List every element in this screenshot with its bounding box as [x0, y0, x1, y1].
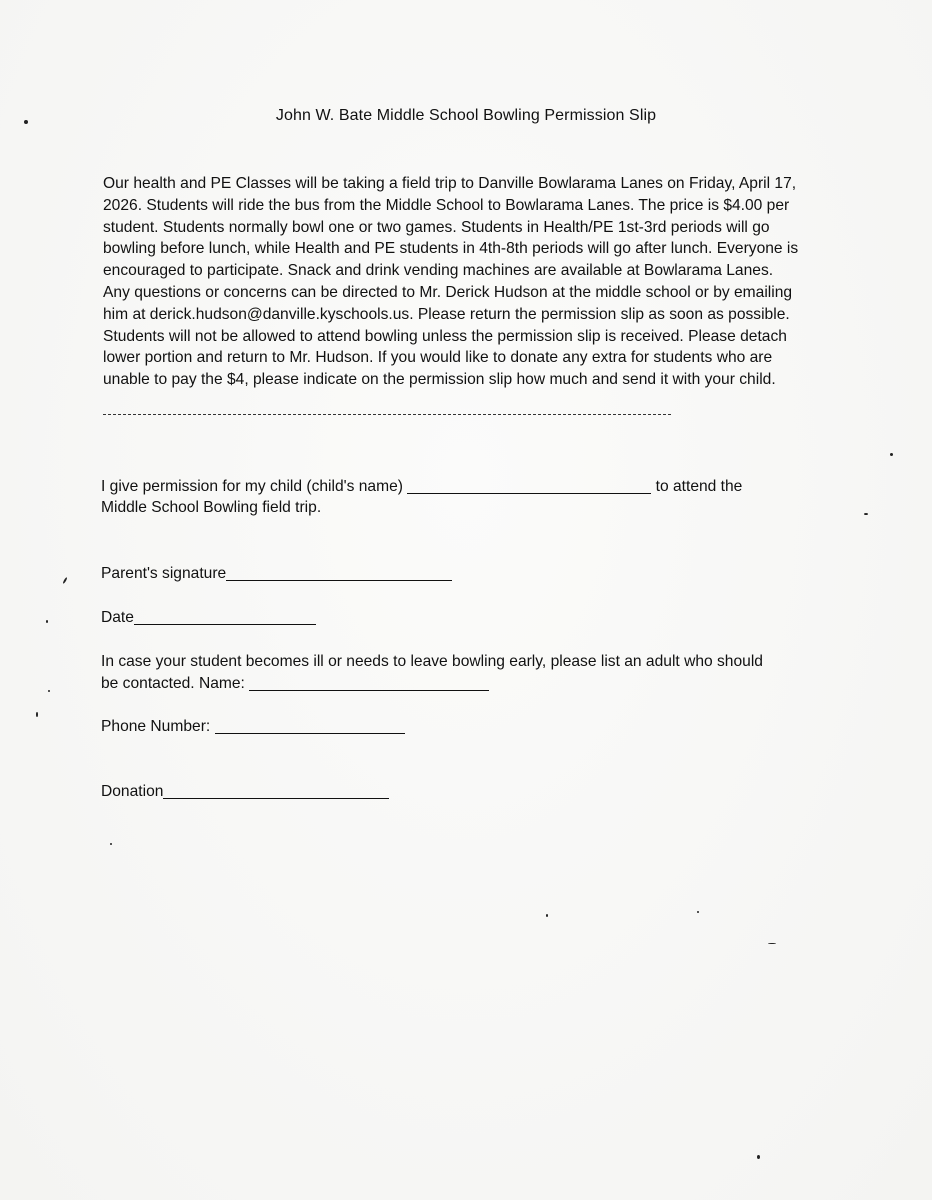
scan-speck — [110, 843, 112, 845]
scan-speck — [768, 943, 776, 944]
signature-row — [101, 563, 452, 585]
scan-speck — [46, 620, 48, 623]
permission-line-2: Middle School Bowling field trip. — [101, 499, 322, 516]
date-field[interactable] — [134, 609, 316, 625]
detach-line — [103, 414, 671, 415]
scan-speck — [697, 911, 699, 913]
donation-label: Donation — [101, 783, 164, 800]
phone-row — [101, 716, 405, 738]
scan-speck — [24, 120, 28, 124]
phone-field[interactable] — [215, 718, 405, 734]
scan-speck — [757, 1155, 760, 1159]
scan-speck — [48, 690, 50, 692]
intro-paragraph: Our health and PE Classes will be taking a field trip to Danville Bowlarama Lanes on Friday, April 17, 2026. Students will ride the bus from the Middle School to Bowlarama Lanes. The price is $4.00 per student. Students normally bowl one or two games. Students in Health/PE 1st-3rd periods will go bowling before lunch, while Health and PE students in 4th-8th periods will go after lunch. Everyone is encouraged to participate. Snack and drink vending machines are available at Bowlarama Lanes. Any questions or concerns can be directed to Mr. Derick Hudson at the middle school or by emailing him at derick.hudson@danville.kyschools.us. Please return the permission slip as soon as possible. Students will not be allowed to attend bowling unless the permission slip is received. Please detach lower portion and return to Mr. Hudson. If you would like to donate any extra for students who are unable to pay the $4, please indicate on the permission slip how much and send it with your child. — [103, 175, 799, 389]
donation-row — [101, 781, 389, 803]
child-name-field[interactable] — [407, 478, 651, 494]
contact-label: be contacted. Name: — [101, 675, 245, 692]
permission-line — [101, 476, 742, 498]
contact-row — [101, 673, 489, 695]
scan-speck — [864, 513, 868, 515]
scan-speck — [36, 712, 38, 717]
permission-prefix: I give permission for my child (child's name) — [101, 478, 403, 495]
document-title: John W. Bate Middle School Bowling Permission Slip — [275, 107, 657, 124]
signature-label: Parent's signature — [101, 565, 227, 582]
permission-suffix: to attend the — [655, 478, 743, 495]
contact-name-field[interactable] — [249, 675, 489, 691]
scan-speck — [62, 577, 67, 584]
contact-line-1: In case your student becomes ill or needs to leave bowling early, please list an adult who should — [101, 653, 763, 670]
scan-speck — [890, 453, 893, 456]
signature-field[interactable] — [226, 565, 452, 581]
date-label: Date — [101, 609, 134, 626]
donation-field[interactable] — [163, 783, 389, 799]
scan-speck — [546, 914, 548, 917]
date-row — [101, 607, 316, 629]
phone-label: Phone Number: — [101, 718, 211, 735]
